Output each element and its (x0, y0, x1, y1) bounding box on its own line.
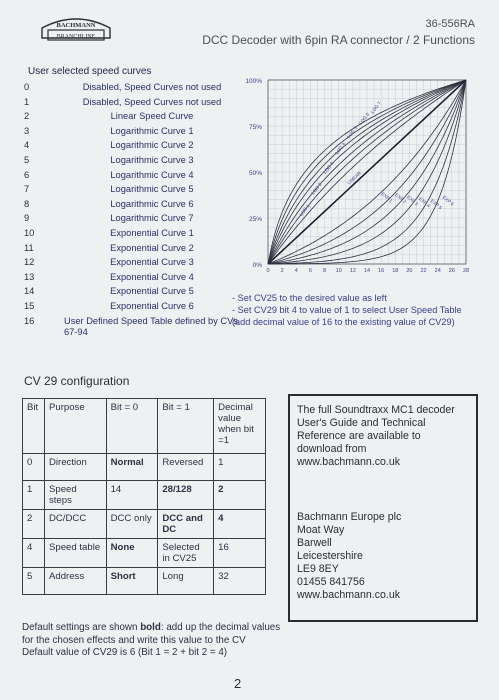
svg-text:BACHMANN: BACHMANN (56, 22, 96, 29)
x-tick-label: 26 (448, 268, 455, 274)
table-row (23, 568, 266, 595)
bit0-cell: 14 (106, 481, 158, 510)
curve-number: 2 (24, 111, 30, 122)
curve-number: 10 (24, 227, 35, 238)
purpose-cell: DC/DCC (44, 510, 106, 539)
list-item (24, 138, 244, 153)
note-line: (add decimal value of 16 to the existing value of CV29) (232, 317, 455, 327)
curve-label: Exponential Curve 1 (110, 227, 194, 238)
series-label: EXP 3 (405, 194, 420, 207)
decimal-cell: 32 (214, 568, 266, 595)
list-item (24, 80, 244, 95)
footnote-line (22, 622, 292, 647)
list-item (24, 95, 244, 110)
info-line: www.bachmann.co.uk (297, 456, 401, 468)
bit-cell: 2 (23, 510, 45, 539)
info-line: User's Guide and Technical (297, 417, 426, 429)
list-item (24, 197, 244, 212)
list-item (24, 153, 244, 168)
curve-label: Logarithmic Curve 1 (110, 125, 194, 136)
cv29-table (22, 398, 266, 595)
speed-curve-chart (236, 68, 484, 284)
series-label: EXP 6 (441, 194, 455, 207)
x-tick-label: 2 (280, 268, 284, 274)
curve-number: 13 (24, 271, 35, 282)
list-item (24, 109, 244, 124)
x-tick-label: 12 (349, 268, 356, 274)
bit-cell: 4 (23, 539, 45, 568)
y-tick-label: 25% (248, 216, 262, 223)
y-tick-label: 0% (252, 262, 262, 269)
x-tick-label: 24 (434, 268, 441, 274)
purpose-cell: Speed steps (44, 481, 106, 510)
bachmann-logo (38, 12, 114, 46)
curve-number: 9 (24, 213, 30, 224)
list-item (24, 284, 244, 299)
list-item (24, 124, 244, 139)
curve-label: Exponential Curve 4 (110, 271, 194, 282)
address-line: Moat Way (297, 524, 345, 536)
list-item (24, 211, 244, 226)
note-line: - Set CV25 to the desired value as left (232, 293, 387, 303)
curve-number: 16 (24, 315, 35, 326)
table-row (23, 539, 266, 568)
list-item (24, 168, 244, 183)
curve-label: Linear Speed Curve (110, 111, 194, 122)
spacer (297, 469, 469, 511)
decimal-cell: 4 (214, 510, 266, 539)
column-header: Bit (23, 399, 45, 454)
list-item (24, 226, 244, 241)
bit1-cell: Selected in CV25 (158, 539, 214, 568)
footnote-bold: bold (140, 622, 161, 633)
info-line: The full Soundtraxx MC1 decoder (297, 404, 455, 416)
curve-label: Disabled, Speed Curves not used (82, 82, 222, 92)
bit1-cell: Long (158, 568, 214, 595)
y-tick-label: 100% (245, 78, 262, 85)
curve-label: Logarithmic Curve 7 (110, 213, 194, 224)
curve-number: 6 (24, 169, 30, 180)
page-number: 2 (234, 676, 242, 691)
decimal-cell: 1 (214, 454, 266, 481)
curve-label: User Defined Speed Table defined by CVs 67-94 (64, 315, 238, 337)
column-header: Purpose (44, 399, 106, 454)
list-item (24, 314, 244, 338)
contact-info-box (288, 394, 478, 622)
x-tick-label: 8 (323, 268, 327, 274)
x-tick-label: 0 (266, 268, 270, 274)
list-item (24, 241, 244, 256)
series-label: LOG 6 (357, 111, 371, 126)
curve-number: 3 (24, 125, 30, 136)
list-item (24, 255, 244, 270)
series-label: LOG 2 (310, 181, 323, 196)
curve-label: Disabled, Speed Curves not used (82, 96, 222, 107)
curve-label: Exponential Curve 2 (110, 242, 194, 253)
bit1-cell: DCC and DC (158, 510, 214, 539)
bit0-cell: Normal (106, 454, 158, 481)
x-tick-label: 20 (406, 268, 413, 274)
series-label: EXP 1 (380, 191, 394, 204)
x-tick-label: 22 (420, 268, 427, 274)
decimal-cell: 16 (214, 539, 266, 568)
curve-label: Logarithmic Curve 5 (110, 184, 194, 195)
speed-table-notes (232, 292, 462, 328)
x-tick-label: 6 (308, 268, 312, 274)
curve-number: 5 (24, 154, 30, 165)
note-line: - Set CV29 bit 4 to value of 1 to select User Speed Table (232, 305, 462, 315)
column-header: Decimal value when bit =1 (214, 399, 266, 454)
column-header: Bit = 1 (158, 399, 214, 454)
address-line: Bachmann Europe plc (297, 511, 402, 523)
table-row (23, 510, 266, 539)
curve-label: Exponential Curve 6 (110, 300, 194, 311)
x-tick-label: 4 (294, 268, 298, 274)
curve-number: 12 (24, 257, 35, 268)
bit0-cell: Short (106, 568, 158, 595)
curve-number: 8 (24, 198, 30, 209)
address-line: LE9 8EY (297, 563, 339, 575)
speed-curve-chart-svg (236, 68, 484, 284)
x-tick-label: 16 (378, 268, 385, 274)
curve-label: Exponential Curve 3 (110, 257, 194, 268)
curve-number: 1 (24, 96, 30, 107)
curve-number: 11 (24, 242, 34, 253)
series-label: EXP 4 (417, 196, 432, 209)
info-line: download from (297, 443, 367, 455)
curve-number: 7 (24, 184, 30, 195)
y-tick-label: 50% (248, 170, 262, 177)
bit0-cell: None (106, 539, 158, 568)
bit1-cell: 28/128 (158, 481, 214, 510)
table-header-row (23, 399, 266, 454)
column-header: Bit = 0 (106, 399, 158, 454)
x-tick-label: 14 (363, 268, 371, 274)
curve-number: 4 (24, 140, 30, 151)
cv29-heading: CV 29 configuration (24, 374, 130, 388)
footnote-text: Default settings are shown (22, 622, 138, 633)
series-label: LOG 3 (322, 161, 335, 175)
address-line: Leicestershire (297, 550, 363, 562)
list-item (24, 182, 244, 197)
curve-label: Exponential Curve 5 (110, 286, 194, 297)
purpose-cell: Direction (44, 454, 106, 481)
list-item (24, 299, 244, 314)
document-title: DCC Decoder with 6pin RA connector / 2 Functions (202, 33, 475, 47)
curve-label: Logarithmic Curve 4 (110, 169, 194, 180)
svg-text:BRANCHLINE: BRANCHLINE (56, 34, 96, 40)
series-label: LOG 5 (346, 125, 359, 140)
curve-label: Logarithmic Curve 2 (110, 140, 194, 151)
series-label: LOG 1 (298, 203, 311, 217)
curve-label: Logarithmic Curve 6 (110, 198, 194, 209)
phone-line: 01455 841756 (297, 576, 365, 588)
curve-number: 15 (24, 300, 35, 311)
bit1-cell: Reversed (158, 454, 214, 481)
table-row (23, 454, 266, 481)
purpose-cell: Speed table (44, 539, 106, 568)
curve-number: 14 (24, 286, 35, 297)
footnote-text: : add up the decimal values for the chosen effects and write this value to the CV (22, 622, 281, 646)
decimal-cell: 2 (214, 481, 266, 510)
curve-label: Logarithmic Curve 3 (110, 154, 194, 165)
info-line: Reference are available to (297, 430, 421, 442)
table-row (23, 481, 266, 510)
cv29-footnote (22, 622, 292, 660)
bit0-cell: DCC only (106, 510, 158, 539)
series-label: EXP 5 (429, 198, 443, 211)
x-tick-label: 28 (462, 268, 470, 274)
document-number: 36-556RA (425, 18, 475, 30)
speed-curve-list (24, 80, 244, 338)
series-label: LINEAR (346, 170, 362, 186)
address-line: Barwell (297, 537, 332, 549)
x-tick-label: 10 (335, 268, 342, 274)
bit-cell: 5 (23, 568, 45, 595)
speed-curves-heading: User selected speed curves (28, 66, 152, 77)
bit-cell: 0 (23, 454, 45, 481)
x-tick-label: 18 (392, 268, 399, 274)
series-label: LOG 7 (369, 100, 383, 115)
list-item (24, 270, 244, 285)
bit-cell: 1 (23, 481, 45, 510)
curve-number: 0 (24, 82, 30, 92)
footnote-line: Default value of CV29 is 6 (Bit 1 = 2 + bit 2 = 4) (22, 647, 228, 658)
series-label: EXP 2 (394, 192, 408, 205)
purpose-cell: Address (44, 568, 106, 595)
website-line: www.bachmann.co.uk (297, 589, 401, 601)
series-label: LOG 4 (334, 141, 347, 156)
y-tick-label: 75% (248, 124, 262, 131)
